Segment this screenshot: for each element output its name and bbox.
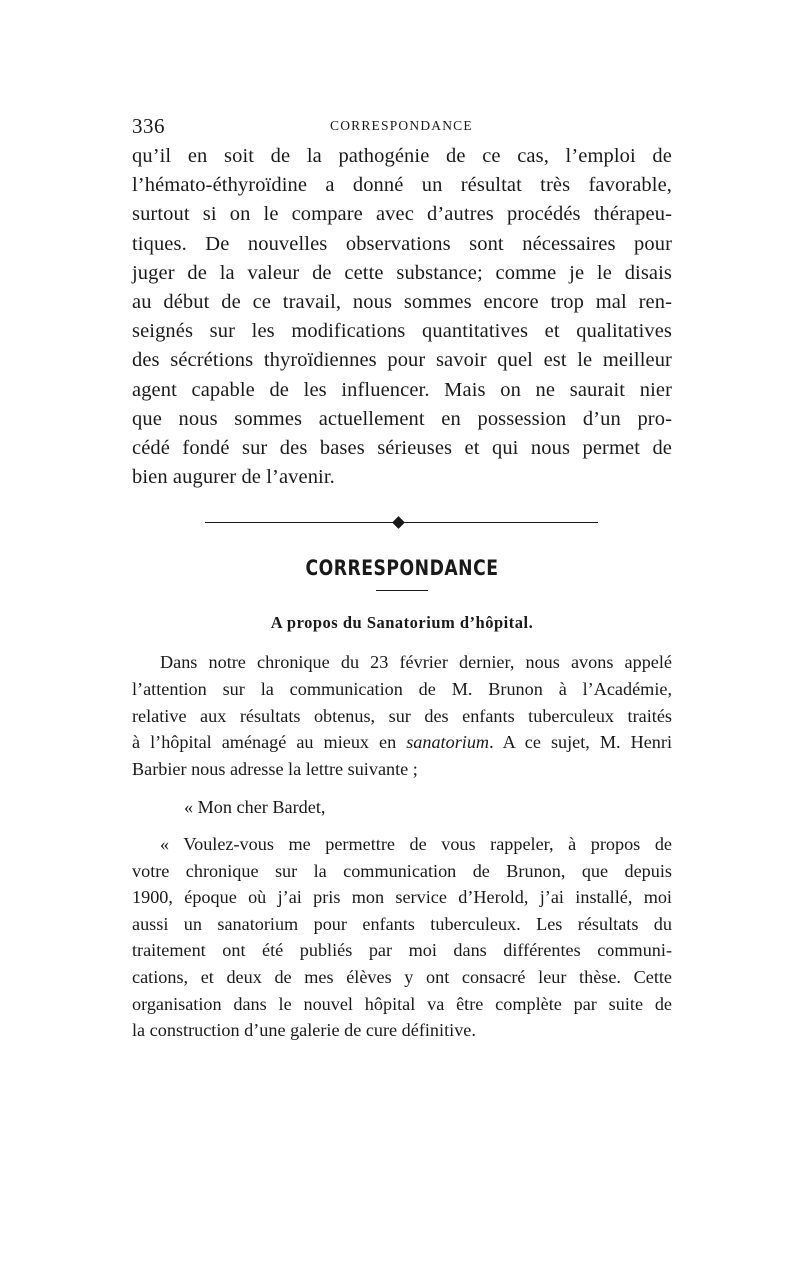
letter-intro-paragraph: [132, 649, 672, 782]
text-line: l’attention sur la communication de M. Brunon à l’Académie,: [132, 679, 672, 700]
text-fragment: . A ce sujet, M. Henri: [489, 732, 672, 753]
text-line: que nous sommes actuellement en possession d’un pro-: [132, 407, 672, 430]
text-line: tiques. De nouvelles observations sont nécessaires pour: [132, 232, 672, 255]
text-line: relative aux résultats obtenus, sur des enfants tuberculeux traités: [132, 705, 672, 726]
text-fragment: à l’hôpital aménagé au mieux en: [132, 732, 397, 753]
text-line: Dans notre chronique du 23 février dernier, nous avons appelé: [160, 652, 672, 673]
italic-term: sanatorium: [406, 732, 490, 753]
text-line: 1900, époque où j’ai pris mon service d’Herold, j’ai installé, moi: [132, 887, 672, 908]
text-line: votre chronique sur la communication de Brunon, que depuis: [132, 860, 672, 881]
text-line: surtout si on le compare avec d’autres procédés thérapeu-: [132, 203, 672, 226]
book-page: [132, 112, 672, 1044]
section-subtitle: A propos du Sanatorium d’hôpital.: [270, 613, 534, 633]
text-line: Barbier nous adresse la lettre suivante ;: [132, 758, 418, 779]
text-line-with-italic: [132, 729, 672, 756]
text-line: au début de ce travail, nous sommes encore trop mal ren-: [132, 291, 672, 314]
text-line: la construction d’une galerie de cure définitive.: [132, 1020, 476, 1041]
running-title: CORRESPONDANCE: [330, 118, 473, 133]
text-line: des sécrétions thyroïdiennes pour savoir quel est le meilleur: [132, 349, 672, 372]
text-line: qu’il en soit de la pathogénie de ce cas, l’emploi de: [132, 145, 672, 167]
page-number: 336: [132, 114, 165, 138]
text-line: bien augurer de l’avenir.: [132, 466, 335, 489]
intro-paragraph: [132, 142, 672, 492]
text-line: « Voulez-vous me permettre de vous rappeler, à propos de: [160, 834, 672, 854]
letter-salutation: « Mon cher Bardet,: [184, 797, 326, 818]
text-line: traitement ont été publiés par moi dans différentes communi-: [132, 940, 672, 961]
section-divider: [132, 512, 672, 534]
text-line: cédé fondé sur des bases sérieuses et qui nous permet de: [132, 437, 672, 460]
text-line: l’hémato-éthyroïdine a donné un résultat très favorable,: [132, 174, 672, 197]
text-line: juger de la valeur de cette substance; comme je le disais: [132, 261, 672, 284]
text-line: seignés sur les modifications quantitatives et qualitatives: [132, 320, 672, 343]
divider-ornament-icon: [392, 517, 405, 530]
text-line: cations, et deux de mes élèves y ont consacré leur thèse. Cette: [132, 966, 672, 987]
title-underline: [376, 590, 428, 591]
letter-body: [132, 831, 672, 1044]
text-line: organisation dans le nouvel hôpital va être complète par suite de: [132, 993, 672, 1014]
running-head: [132, 112, 672, 140]
section-title: CORRESPONDANCE: [305, 556, 499, 581]
text-line: aussi un sanatorium pour enfants tuberculeux. Les résultats du: [132, 913, 672, 934]
text-line: agent capable de les influencer. Mais on ne saurait nier: [132, 378, 672, 401]
